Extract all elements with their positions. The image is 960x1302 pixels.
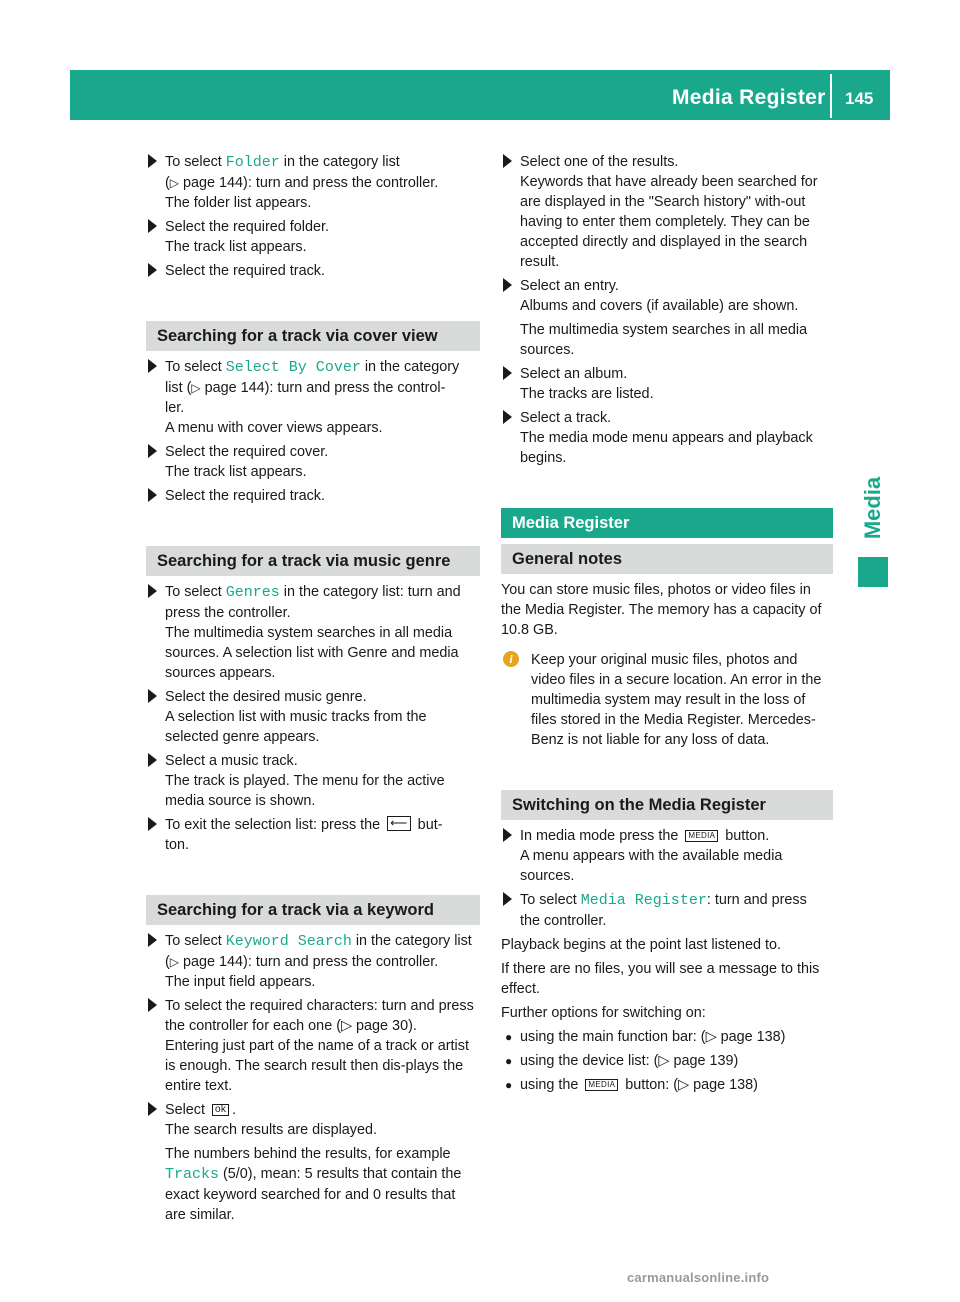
info-note: i Keep your original music files, photos and video files in a secure location. An error in the multimedia system may result in the loss of files stored in the Media Register. Mercedes-Benz is not liable for any loss of data. — [501, 650, 833, 750]
watermark-footer: carmanualsonline.info — [627, 1270, 770, 1285]
menu-item-genres: Genres — [225, 584, 280, 601]
menu-item-keyword-search: Keyword Search — [225, 933, 352, 950]
bullet-icon: ● — [505, 1030, 513, 1044]
step-arrow-icon — [148, 1102, 157, 1116]
section-heading-keyword: Searching for a track via a keyword — [146, 895, 480, 925]
menu-item-folder: Folder — [225, 154, 280, 171]
step-item: Select the required cover. The track list appears. — [146, 442, 480, 482]
step-item: To select Keyword Search in the category list (▷ page 144): turn and press the controller. The input field appears. — [146, 931, 480, 992]
step-item: Select the required folder. The track list appears. — [146, 217, 480, 257]
section-heading-general-notes: General notes — [501, 544, 833, 574]
ok-button-icon: ok — [212, 1104, 229, 1116]
step-arrow-icon — [503, 366, 512, 380]
step-arrow-icon — [148, 933, 157, 947]
step-item: In media mode press the MEDIA button. A menu appears with the available media sources. — [501, 826, 833, 886]
page-ref-icon: ▷ — [169, 955, 180, 969]
menu-item-tracks: Tracks — [165, 1166, 220, 1183]
step-item: Select the required track. — [146, 486, 480, 506]
step-item: To select Media Register: turn and press the controller. — [501, 890, 833, 931]
step-arrow-icon — [148, 689, 157, 703]
page-number: 145 — [845, 89, 874, 108]
step-item: To exit the selection list: press the ⟵ but- ton. — [146, 815, 480, 855]
bullet-item: ● using the device list: (▷ page 139) — [505, 1053, 739, 1069]
step-arrow-icon — [503, 892, 512, 906]
step-item: Select an entry. Albums and covers (if available) are shown. The multimedia system searches in all media sources. — [501, 276, 833, 360]
header-divider — [830, 74, 832, 118]
paragraph: You can store music files, photos or video files in the Media Register. The memory has a capacity of 10.8 GB. — [501, 582, 822, 638]
section-heading-media-register: Media Register — [501, 508, 833, 538]
step-arrow-icon — [148, 584, 157, 598]
left-column — [146, 152, 480, 1229]
step-arrow-icon — [148, 488, 157, 502]
step-item: Select the desired music genre. A selection list with music tracks from the selected genre appears. — [146, 687, 480, 747]
step-item: Select the required track. — [146, 261, 480, 281]
step-arrow-icon — [148, 817, 157, 831]
back-button-icon: ⟵ — [387, 816, 411, 831]
step-item: Select a track. The media mode menu appears and playback begins. — [501, 408, 833, 468]
menu-item-select-by-cover: Select By Cover — [225, 359, 361, 376]
step-item: To select Folder in the category list (▷ page 144): turn and press the controller. The folder list appears. — [146, 152, 480, 213]
side-tab-label: Media — [860, 476, 886, 539]
bullet-item: ● using the main function bar: (▷ page 138) — [505, 1029, 786, 1045]
step-item: To select Select By Cover in the category list (▷ page 144): turn and press the control- ler. A menu with cover views appears. — [146, 357, 480, 438]
info-icon: i — [503, 651, 519, 667]
step-arrow-icon — [148, 998, 157, 1012]
step-arrow-icon — [148, 219, 157, 233]
step-arrow-icon — [148, 444, 157, 458]
side-tab-marker — [858, 557, 888, 587]
right-column — [501, 152, 833, 1099]
page-ref-icon: ▷ — [191, 381, 201, 395]
step-arrow-icon — [148, 154, 157, 168]
paragraph: Further options for switching on: — [501, 1005, 706, 1021]
step-arrow-icon — [503, 154, 512, 168]
step-item: Select an album. The tracks are listed. — [501, 364, 833, 404]
bullet-icon: ● — [505, 1054, 513, 1068]
step-arrow-icon — [148, 753, 157, 767]
step-arrow-icon — [148, 359, 157, 373]
media-button-icon: MEDIA — [585, 1079, 618, 1091]
step-item: Select one of the results. Keywords that have already been searched for are displayed in the "Search history" with-out having to enter them completely. They can be accepted directly and displayed in the search result. — [501, 152, 833, 272]
media-button-icon: MEDIA — [685, 830, 718, 842]
step-item: Select ok . The search results are displayed. The numbers behind the results, for example Tracks (5/0), mean: 5 results that contain the exact keyword searched for and 0 results that are similar. — [146, 1100, 480, 1225]
step-item: To select Genres in the category list: turn and press the controller. The multimedia system searches in all media sources. A selection list with Genre and media sources appears. — [146, 582, 480, 683]
section-heading-cover: Searching for a track via cover view — [146, 321, 480, 351]
paragraph: If there are no files, you will see a message to this effect. — [501, 961, 820, 997]
section-heading-genre: Searching for a track via music genre — [146, 546, 480, 576]
page-ref-icon: ▷ — [169, 176, 180, 190]
section-heading-switching: Switching on the Media Register — [501, 790, 833, 820]
step-item: Select a music track. The track is played. The menu for the active media source is shown. — [146, 751, 480, 811]
step-arrow-icon — [503, 828, 512, 842]
bullet-item: ● using the MEDIA button: (▷ page 138) — [505, 1077, 758, 1093]
step-arrow-icon — [503, 278, 512, 292]
bullet-icon: ● — [505, 1078, 513, 1092]
step-item: To select the required characters: turn and press the controller for each one (▷ page 30). Entering just part of the name of a track or artist is enough. The search result then dis-plays the entire text. — [146, 996, 480, 1096]
menu-item-media-register: Media Register — [580, 892, 707, 909]
chapter-title: Media Register — [672, 86, 826, 109]
step-arrow-icon — [148, 263, 157, 277]
paragraph: Playback begins at the point last listened to. — [501, 937, 781, 953]
step-arrow-icon — [503, 410, 512, 424]
